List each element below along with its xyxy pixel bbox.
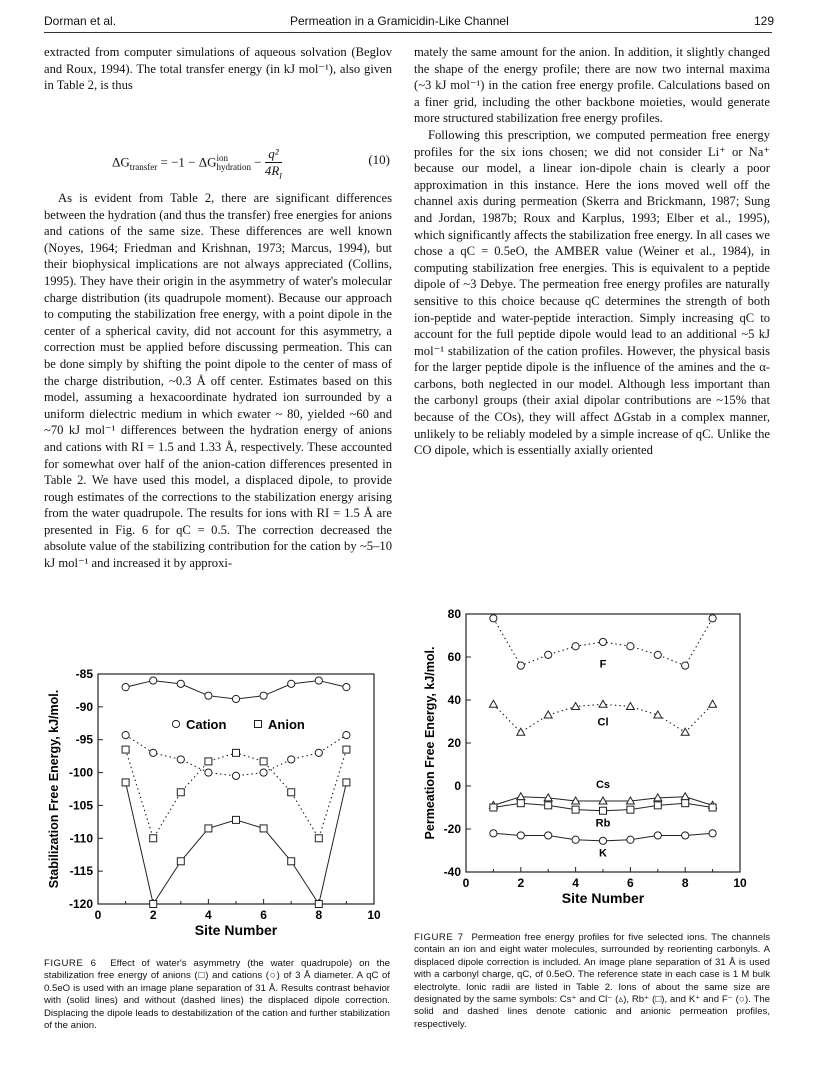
data-point-anion [233, 749, 240, 756]
data-point-cation [260, 692, 267, 699]
paragraph-prescription: Following this prescription, we computed permeation free energy profiles for the six ions chosen; we did not consider Li⁺ or Na⁺ because our model, a linear ion-dipole chain is clearly a poor approximation in this instance. Here the ions moved well off the channel axis during permeation (Skerra and Brickmann, 1987; Sung and Jordan, 1987b; Roux and Karplus, 1993; Elber et al., 1995), which significantly affects the stabilization free energy. In all cases we chose a qC = 0.5eO, the AMBER value (Weiner et al., 1984), in computing stabilization free energies. This is equivalent to a peptide dipole of ~3 Debye. The permeation free energy profiles are naturally sensitive to this choice because qC determines the strength of both ion-peptide and water-peptide interaction. Simply increasing qC to account for the full peptide dipole would lead to an additional ~5 kJ mol⁻¹ stabilization of the cation profiles. However, the physical basis for the larger peptide dipole is the influence of the amines and the α-carbons, both neglected in our model. Although less important than the carbonyl groups (their axial dipolar contributions are ~15% that because of the COs), they will affect ΔGstab in a complex manner, unlikely to be reliably modeled by a simple increase of qC. Unlike the CO dipole, which is essentially axially oriented [414, 127, 770, 458]
data-point-anion [343, 779, 350, 786]
data-point-f [654, 651, 661, 658]
data-point-rb [682, 800, 689, 807]
paragraph-asymmetry: As is evident from Table 2, there are significant differences between the hydration (and thus the transfer) free energies for anions and cations of the same size. These differences are well known (Noyes, 1964; Friedman and Krishnan, 1973; Marcus, 1994), but their biophysical implications are not always appreciated (Collins, 1995). They have their origin in the asymmetry of water's molecular charge distribution (its quadrupole moment). Because our approach to computing the stabilization free energy, with a point dipole in the center of a spherical cavity, did not account for this asymmetry, a correction must be applied before discussing permeation. This can be done simply by shifting the point dipole to the center of mass of the charge distribution, ~0.3 Å off center. Estimates based on this model, assuming a hexacoordinate hydrated ion surrounded by a uniform dielectric medium in which εwater ~ 80, yielded ~60 and ~70 kJ mol⁻¹ differences between the hydration energy of anions and cations with RI = 1.5 and 1.33 Å, respectively. These accounted for somewhat over half of the anion-cation differences presented in Table 2. We have used this model, a displaced dipole, to provide rough estimates of the corrections to the stabilization energy arising from the water quadrupole. The results for ions with RI = 1.5 Å are presented in Fig. 6 for qC = 0.5. The correction decreased the absolute value of the stabilizing contribution for the cation by ~5–10 kJ mol⁻¹ and increased it by approxi- [44, 191, 392, 571]
data-point-anion [315, 901, 322, 908]
data-point-k [572, 836, 579, 843]
data-point-cation [122, 732, 129, 739]
data-point-cation [288, 756, 295, 763]
data-point-anion [205, 758, 212, 765]
left-column-body [44, 190, 392, 572]
data-point-cation [122, 684, 129, 691]
running-head-authors: Dorman et al. [44, 14, 117, 28]
data-point-cation [177, 756, 184, 763]
data-point-cs [517, 793, 525, 800]
data-point-f [709, 615, 716, 622]
data-point-anion [177, 858, 184, 865]
x-tick-label: 0 [94, 908, 102, 922]
data-point-anion [122, 746, 129, 753]
data-point-k [682, 832, 689, 839]
data-point-f [599, 638, 606, 645]
y-axis-label: Stabilization Free Energy, kJ/mol. [47, 689, 61, 889]
data-point-cl [544, 711, 552, 718]
y-axis-label: Permeation Free Energy, kJ/mol. [423, 646, 437, 840]
data-point-rb [627, 806, 634, 813]
series-label-k: K [599, 847, 607, 860]
page-number: 129 [754, 14, 775, 28]
data-point-cl [626, 702, 634, 709]
data-point-cation [150, 677, 157, 684]
series-line-anion [126, 782, 347, 904]
legend-cation-label: Cation [186, 717, 227, 732]
paragraph-continuation: mately the same amount for the anion. In addition, it slightly changed the shape of the energy profile; there are now two internal maxima (~3 kJ mol⁻¹) in the cation free energy profile. Calculations based on a finer grid, including the other backbone moieties, would generate more structured stabilization free energy profiles. [414, 45, 770, 126]
right-column [414, 44, 770, 459]
data-point-cation [150, 749, 157, 756]
figure-7-caption: FIGURE 7 Permeation free energy profiles for five selected ions. The channels contain an ion and eight water molecules, surrounded by reorienting carbonyls. A displaced dipole correction is included. An image plane separation of 31 Å is used with a carbonyl charge, qC, of 0.5eO. The reference state in each case is 1 M bulk electrolyte. Ionic radii are listed in Table 2. Ions of about the same size are designated by the same symbols: Cs⁺ and Cl⁻ (▵), Rb⁺ (□), and K⁺ and F⁻ (○). The solid and dashed lines denote cationic and anionic permeation profiles, respectively. [414, 932, 770, 1030]
data-point-cation [205, 769, 212, 776]
data-point-f [682, 662, 689, 669]
data-point-anion [205, 825, 212, 832]
equation-10: $\Delta G_{transfer} = -1 - \Delta G$ ion hydration − $\frac{\text{q²}}{4R_I}$ (10) [112, 146, 390, 181]
legend-cation-marker [172, 720, 179, 727]
data-point-cation [315, 677, 322, 684]
x-axis-label: Site Number [561, 890, 645, 906]
series-label-cl: Cl [597, 716, 609, 729]
data-point-cation [343, 684, 350, 691]
series-label-rb: Rb [595, 817, 611, 830]
y-tick-label: 60 [447, 650, 461, 664]
data-point-rb [545, 802, 552, 809]
data-point-k [627, 836, 634, 843]
data-point-anion [150, 901, 157, 908]
data-point-rb [709, 804, 716, 811]
data-point-cation [343, 732, 350, 739]
data-point-k [545, 832, 552, 839]
y-tick-label: 80 [447, 607, 461, 621]
data-point-cation [260, 769, 267, 776]
legend-anion-label: Anion [268, 717, 305, 732]
data-point-k [709, 830, 716, 837]
y-tick-label: -110 [69, 831, 93, 846]
data-point-anion [288, 858, 295, 865]
data-point-f [572, 643, 579, 650]
data-point-k [599, 837, 606, 844]
data-point-f [517, 662, 524, 669]
data-point-cation [288, 680, 295, 687]
series-label-cs: Cs [595, 778, 611, 791]
y-tick-label: -100 [68, 765, 93, 780]
data-point-rb [572, 806, 579, 813]
plot-frame [466, 614, 740, 872]
figure-6-caption: FIGURE 6 Effect of water's asymmetry (the water quadrupole) on the stabilization free energy of anions (□) and cations (○) of 3 Å diameter. A qC of 0.5eO is used with an image plane separation of 31 Å. Results contrast behavior with (solid lines) and without (dashed lines) the displaced dipole correction. Displacing the dipole leads to destabilization of the cation and further stabilization of the anion. [44, 958, 390, 1032]
data-point-cation [205, 692, 212, 699]
y-tick-label: -40 [443, 865, 461, 879]
y-tick-label: -115 [69, 864, 93, 879]
data-point-cl [489, 700, 497, 707]
data-point-cs [599, 797, 607, 804]
x-tick-label: 6 [260, 908, 267, 922]
data-point-k [517, 832, 524, 839]
x-tick-label: 0 [462, 876, 470, 890]
data-point-cation [232, 772, 239, 779]
data-point-cation [232, 695, 239, 702]
running-head-title: Permeation in a Gramicidin-Like Channel [290, 14, 509, 28]
x-tick-label: 6 [627, 876, 634, 890]
data-point-anion [177, 789, 184, 796]
x-tick-label: 4 [572, 876, 579, 890]
data-point-k [654, 832, 661, 839]
figure-6-chart [40, 660, 390, 950]
left-column-top [44, 44, 392, 94]
y-tick-label: 0 [454, 779, 461, 793]
y-tick-label: -120 [68, 897, 93, 911]
x-tick-label: 4 [205, 908, 212, 922]
figure-7-chart [410, 604, 770, 924]
y-tick-label: -95 [75, 732, 93, 747]
data-point-cl [572, 702, 580, 709]
data-point-cl [681, 728, 689, 735]
data-point-anion [343, 746, 350, 753]
data-point-cs [681, 793, 689, 800]
data-point-cation [177, 680, 184, 687]
y-tick-label: -105 [68, 798, 93, 813]
data-point-anion [260, 758, 267, 765]
x-tick-label: 10 [733, 876, 747, 890]
data-point-k [490, 830, 497, 837]
data-point-anion [315, 835, 322, 842]
paragraph-intro: extracted from computer simulations of aqueous solvation (Beglov and Roux, 1994). The total transfer energy (in kJ mol⁻¹), also given in Table 2, is thus [44, 45, 392, 93]
x-tick-label: 8 [315, 908, 323, 922]
x-tick-label: 2 [149, 908, 157, 922]
y-tick-label: -20 [443, 822, 461, 836]
y-tick-label: 20 [447, 736, 461, 750]
legend-anion-marker [255, 721, 262, 728]
plot-frame [98, 674, 374, 904]
x-tick-label: 10 [367, 908, 381, 922]
data-point-anion [150, 835, 157, 842]
series-label-f: F [599, 658, 607, 671]
data-point-f [490, 615, 497, 622]
data-point-cl [709, 700, 717, 707]
x-tick-label: 2 [517, 876, 525, 890]
x-axis-label: Site Number [194, 922, 278, 938]
data-point-anion [288, 789, 295, 796]
data-point-anion [260, 825, 267, 832]
data-point-cl [517, 728, 525, 735]
data-point-cation [315, 749, 322, 756]
data-point-rb [600, 807, 607, 814]
data-point-rb [654, 802, 661, 809]
y-tick-label: -85 [75, 667, 93, 681]
data-point-rb [517, 800, 524, 807]
data-point-f [627, 643, 634, 650]
x-tick-label: 8 [681, 876, 689, 890]
series-line-anion [126, 750, 347, 839]
y-tick-label: 40 [447, 693, 461, 707]
data-point-anion [233, 816, 240, 823]
data-point-cl [599, 700, 607, 707]
header-rule [44, 32, 772, 33]
y-tick-label: -90 [75, 699, 93, 714]
data-point-rb [490, 804, 497, 811]
data-point-f [545, 651, 552, 658]
data-point-anion [122, 779, 129, 786]
